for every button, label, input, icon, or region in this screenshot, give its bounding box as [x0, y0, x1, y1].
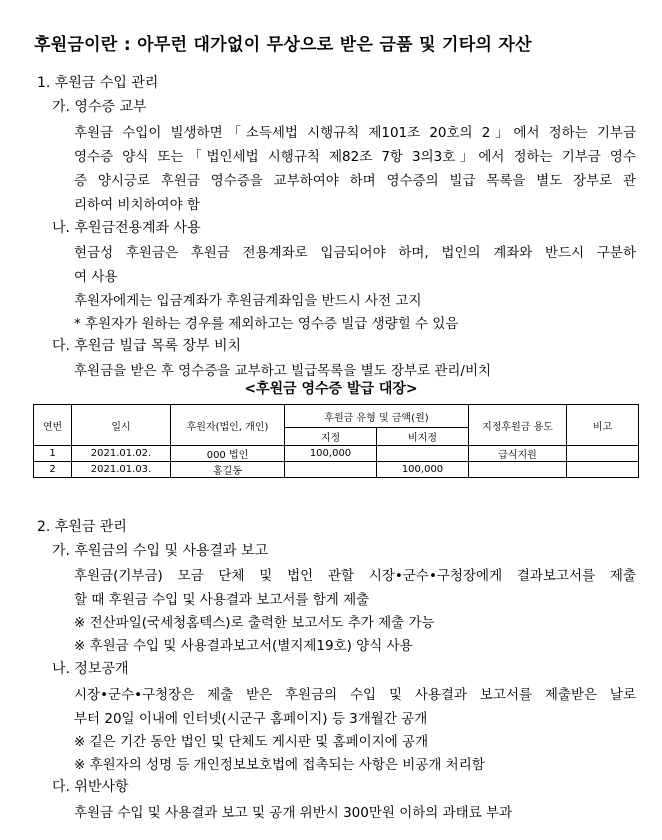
section-1a-line: 리하여 비치하여야 함: [74, 197, 200, 213]
section-2-heading: 2. 후원금 관리: [37, 519, 127, 535]
header-designated: 지정: [285, 428, 377, 446]
section-2a-line: ※ 후원금 수입 및 사용결과보고서(별지제19호) 양식 사용: [74, 638, 413, 654]
header-type-amount: 후원금 유형 및 금액(원): [285, 405, 469, 428]
cell-non-designated: 100,000: [377, 462, 469, 478]
section-1b-heading: 나. 후원금전용계좌 사용: [52, 220, 201, 236]
section-1a-line: 증 양시긍로 후원금 영수증을 교부하여야 하며 영수증의 빌급 목록을 별도 장부로 관: [74, 173, 636, 189]
table-row: [34, 446, 639, 462]
cell-note: [567, 446, 639, 462]
cell-non-designated: [377, 446, 469, 462]
section-1b-line: 여 사용: [74, 269, 118, 285]
cell-date: 2021.01.02.: [72, 446, 171, 462]
header-non-designated: 비지정: [377, 428, 469, 446]
section-2c-line: 후원금 수입 및 사용결과 보고 및 공개 위반시 300만원 이하의 과태료 부과: [74, 805, 513, 821]
header-no: 연번: [34, 405, 72, 446]
section-1b-line: 현금성 후원금은 후원금 전용계좌로 입금되어야 하며, 법인의 계좌와 반드시 구분하: [74, 245, 636, 261]
section-1-heading: 1. 후원금 수입 관리: [37, 75, 159, 91]
section-2b-line: ※ 깉은 기간 동안 법인 및 단체도 게시판 및 홈페이지에 공개: [74, 734, 429, 750]
receipt-issuance-table: [33, 404, 639, 478]
cell-designated: 100,000: [285, 446, 377, 462]
section-2a-heading: 가. 후원금의 수입 및 사용결과 보고: [52, 543, 269, 559]
header-purpose: 지정후원금 용도: [469, 405, 567, 446]
cell-note: [567, 462, 639, 478]
section-1b-line: 후원자에게는 입금계좌가 후원금계좌임을 반드시 사전 고지: [74, 293, 422, 309]
header-donor: 후원자(법인, 개인): [171, 405, 285, 446]
section-1b-line: * 후원자가 원하는 경우를 제외하고는 영수증 빌급 생량힐 수 있음: [74, 316, 459, 332]
section-1a-line: 영수증 양식 또는「법인세법 시행규칙 제82조 7항 3의3호」에서 정하는 기부금 영수: [74, 149, 636, 165]
header-note: 비고: [567, 405, 639, 446]
cell-purpose: [469, 462, 567, 478]
header-date: 일시: [72, 405, 171, 446]
section-1a-line: 후원금 수입이 빌생하면「소득세법 시행규칙 제101조 20호의 2」에서 정하는 기부금: [74, 125, 636, 141]
cell-designated: [285, 462, 377, 478]
cell-donor: 홍길동: [171, 462, 285, 478]
section-2b-line: 부터 20일 이내에 인터넷(시군구 홈페이지) 등 3개월간 공개: [74, 711, 428, 727]
section-2a-line: 후원금(기부금) 모금 단체 및 법인 관할 시장•군수•구청장에게 결과보고서를 제출: [74, 568, 636, 584]
section-2c-heading: 다. 위반사항: [52, 779, 129, 795]
section-1c-heading: 다. 후원금 빌급 목록 장부 비치: [52, 338, 241, 354]
table-caption: <후원금 영수증 발급 대장>: [244, 381, 418, 397]
section-2b-heading: 나. 정보공개: [52, 661, 129, 677]
cell-no: 1: [34, 446, 72, 462]
section-2b-line: 시장•군수•구청장은 제출 받은 후원금의 수입 및 사용결과 보고서를 제출받은 날로: [74, 687, 636, 703]
section-2b-line: ※ 후원자의 성명 등 개인정보보호법에 접촉되는 사항은 비공개 처리함: [74, 757, 485, 773]
cell-purpose: 급식지원: [469, 446, 567, 462]
table-row: [34, 462, 639, 478]
section-2a-line: 할 때 후원금 수입 및 사용결과 보고서를 함게 제출: [74, 592, 370, 608]
section-1c-line: 후원금을 받은 후 영수증을 교부하고 빌급목록을 별도 장부로 관리/비치: [74, 363, 492, 379]
section-2a-line: ※ 전산파일(국세청홈텍스)로 출력한 보고서도 추가 제출 가능: [74, 615, 435, 631]
cell-no: 2: [34, 462, 72, 478]
page-title: 후원금이란 : 아무런 대가없이 무상으로 받은 금품 및 기타의 자산: [34, 35, 532, 55]
cell-donor: 000 법인: [171, 446, 285, 462]
section-1a-heading: 가. 영수증 교부: [52, 99, 147, 115]
cell-date: 2021.01.03.: [72, 462, 171, 478]
